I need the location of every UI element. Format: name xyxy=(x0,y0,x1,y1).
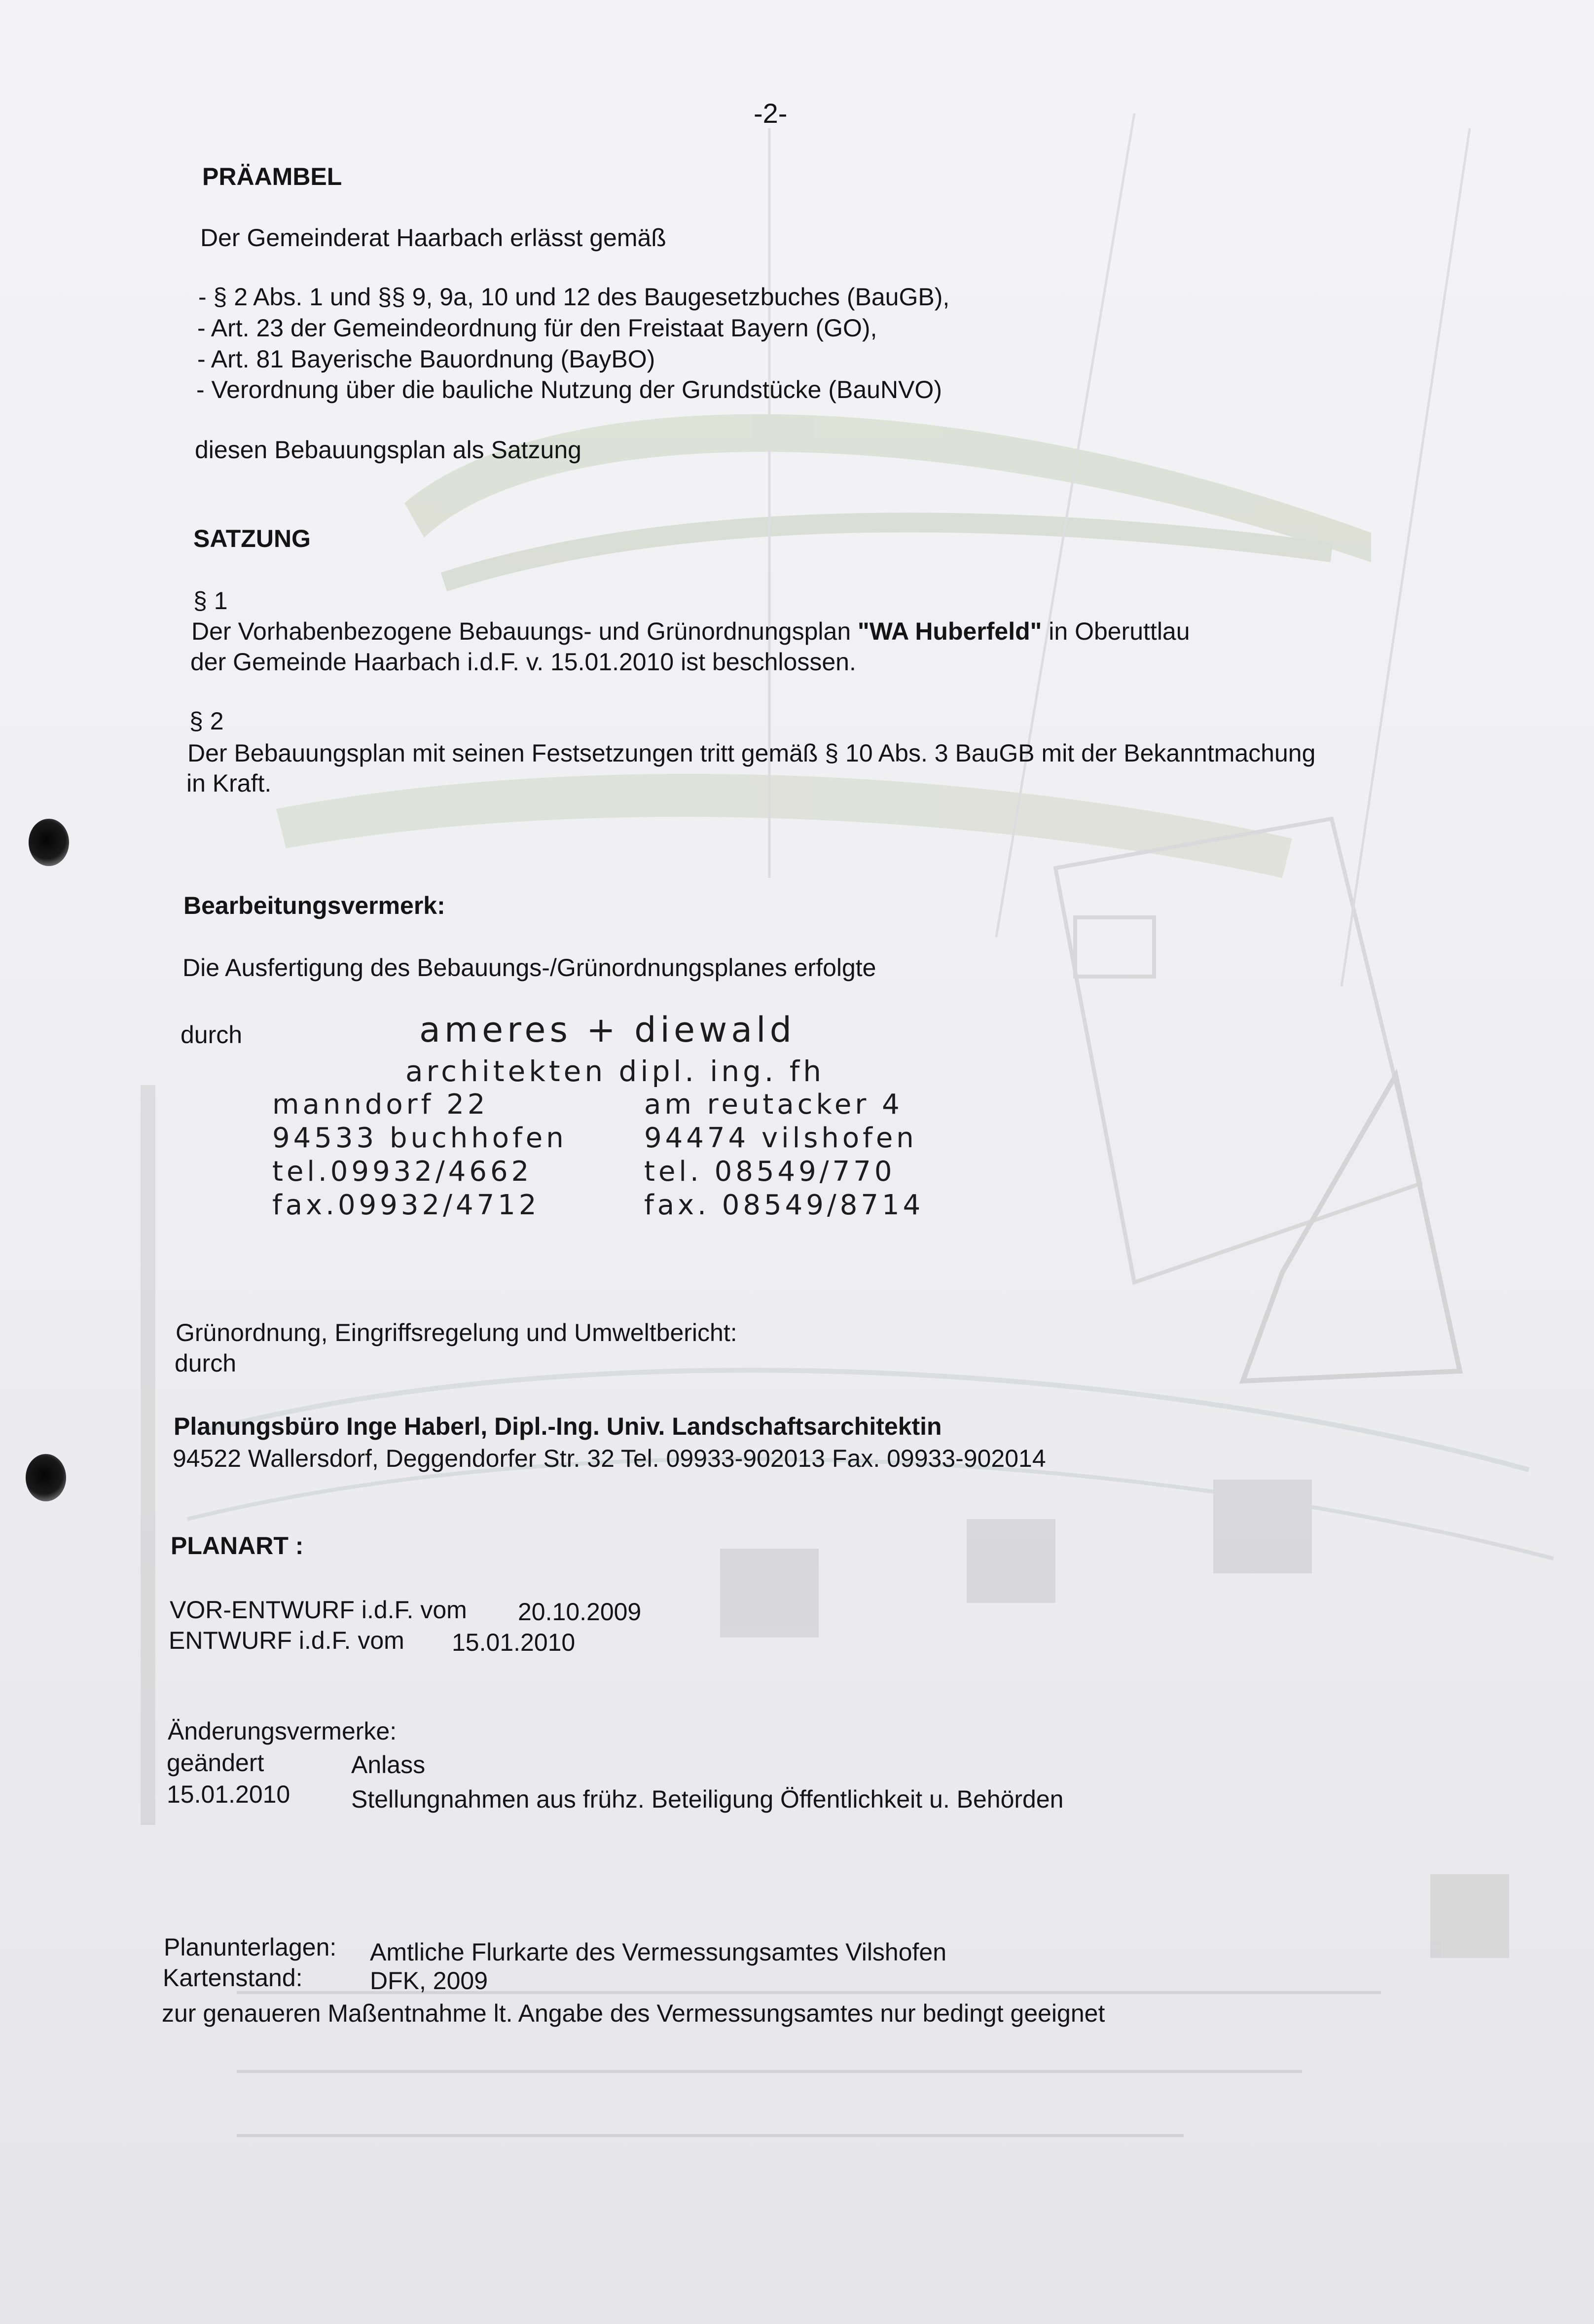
office-left-street: manndorf 22 xyxy=(272,1089,489,1121)
planart-row-1-date: 20.10.2009 xyxy=(518,1598,642,1626)
planart-row-2-label: ENTWURF i.d.F. vom xyxy=(169,1627,404,1654)
praeambel-intro: Der Gemeinderat Haarbach erlässt gemäß xyxy=(200,224,666,252)
bearbeitung-durch: durch xyxy=(181,1021,243,1049)
paragraph-1-number: § 1 xyxy=(193,587,228,615)
office-right-street: am reutacker 4 xyxy=(644,1089,903,1121)
landscape-office-name: Planungsbüro Inge Haberl, Dipl.-Ing. Univ. Landschaftsarchitektin xyxy=(174,1413,942,1440)
aenderungen-heading: Änderungsvermerke: xyxy=(168,1717,397,1745)
planunterlagen-value: Amtliche Flurkarte des Vermessungsamtes Vilshofen xyxy=(370,1938,947,1966)
planart-row-2-date: 15.01.2010 xyxy=(452,1629,576,1656)
bearbeitung-heading: Bearbeitungsvermerk: xyxy=(183,892,445,919)
paragraph-2-line-2: in Kraft. xyxy=(186,769,272,797)
architect-name: ameres + diewald xyxy=(419,1010,796,1050)
office-left-fax: fax.09932/4712 xyxy=(272,1189,540,1221)
paragraph-1-text: Der Vorhabenbezogene Bebauungs- und Grünordnungsplan xyxy=(191,617,858,645)
kartenstand-label: Kartenstand: xyxy=(163,1964,303,1992)
aenderungen-col-reason-header: Anlass xyxy=(351,1751,426,1779)
aenderung-reason: Stellungnahmen aus frühz. Beteiligung Öffentlichkeit u. Behörden xyxy=(351,1785,1064,1813)
punch-hole-top xyxy=(29,819,69,866)
plan-name: "WA Huberfeld" xyxy=(858,617,1042,645)
planunterlagen-note: zur genaueren Maßentnahme lt. Angabe des Vermessungsamtes nur bedingt geeignet xyxy=(162,1999,1105,2027)
aenderungen-col-date-header: geändert xyxy=(167,1749,264,1777)
kartenstand-value: DFK, 2009 xyxy=(370,1967,488,1995)
praeambel-item: - Art. 23 der Gemeindeordnung für den Freistaat Bayern (GO), xyxy=(197,314,877,342)
praeambel-item: - Verordnung über die bauliche Nutzung der Grundstücke (BauNVO) xyxy=(196,376,942,403)
landscape-office-address: 94522 Wallersdorf, Deggendorfer Str. 32 Tel. 09933-902013 Fax. 09933-902014 xyxy=(173,1445,1046,1472)
office-left-phone: tel.09932/4662 xyxy=(272,1156,533,1188)
page-number: -2- xyxy=(754,98,788,129)
paragraph-1-line-1 xyxy=(191,617,1190,646)
planart-heading: PLANART : xyxy=(171,1532,304,1560)
gruenordnung-line-1: Grünordnung, Eingriffsregelung und Umweltbericht: xyxy=(176,1319,737,1346)
paragraph-2-line-1: Der Bebauungsplan mit seinen Festsetzungen tritt gemäß § 10 Abs. 3 BauGB mit der Bekanntmachung xyxy=(187,739,1316,767)
architect-subtitle: architekten dipl. ing. fh xyxy=(405,1054,825,1088)
praeambel-item: - Art. 81 Bayerische Bauordnung (BayBO) xyxy=(197,345,655,373)
paragraph-1-location: in Oberuttlau xyxy=(1042,617,1190,645)
paragraph-1-line-2: der Gemeinde Haarbach i.d.F. v. 15.01.2010 ist beschlossen. xyxy=(190,648,856,676)
office-right-fax: fax. 08549/8714 xyxy=(644,1189,924,1221)
punch-hole-bottom xyxy=(26,1454,66,1501)
praeambel-heading: PRÄAMBEL xyxy=(202,163,342,190)
office-left-city: 94533 buchhofen xyxy=(272,1122,567,1154)
planart-row-1-label: VOR-ENTWURF i.d.F. vom xyxy=(170,1596,467,1624)
aenderung-date: 15.01.2010 xyxy=(167,1780,290,1808)
paragraph-2-number: § 2 xyxy=(189,707,224,735)
praeambel-closing: diesen Bebauungsplan als Satzung xyxy=(195,436,581,464)
bearbeitung-text: Die Ausfertigung des Bebauungs-/Grünordnungsplanes erfolgte xyxy=(182,954,876,981)
praeambel-item: - § 2 Abs. 1 und §§ 9, 9a, 10 und 12 des Baugesetzbuches (BauGB), xyxy=(198,283,950,311)
satzung-heading: SATZUNG xyxy=(193,525,311,552)
office-right-phone: tel. 08549/770 xyxy=(644,1156,896,1188)
planunterlagen-label: Planunterlagen: xyxy=(164,1933,337,1961)
office-right-city: 94474 vilshofen xyxy=(644,1122,917,1154)
gruenordnung-line-2: durch xyxy=(175,1349,237,1377)
